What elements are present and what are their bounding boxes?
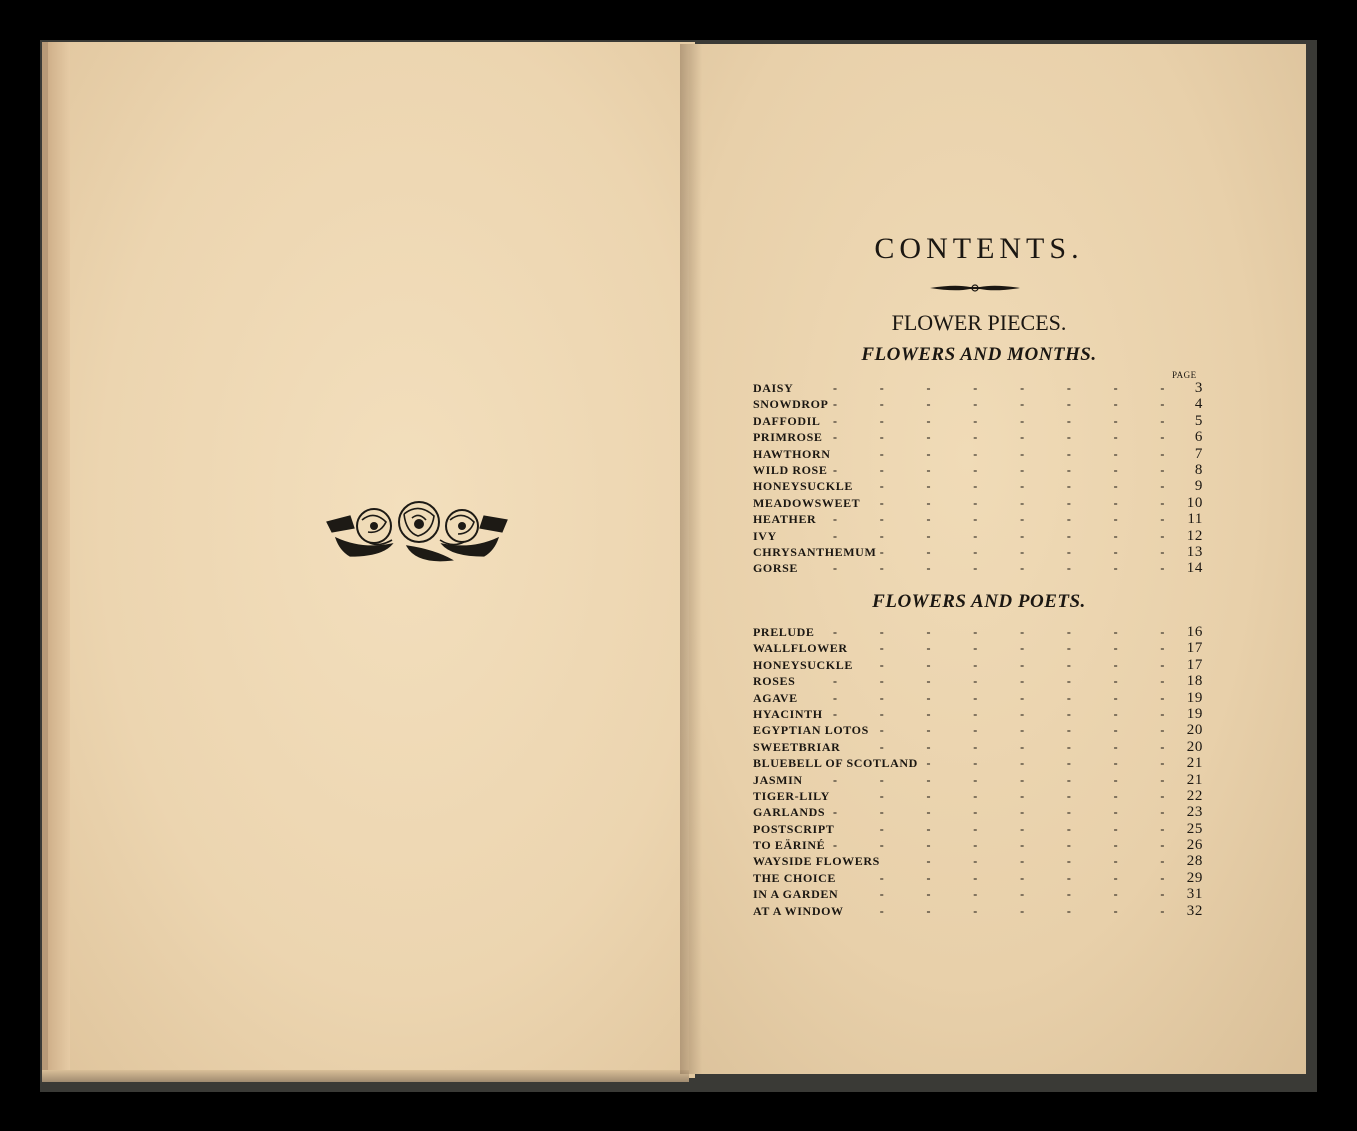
left-page-edge: [48, 42, 70, 1078]
dot-leader: - - - - - - - -: [833, 625, 1165, 639]
toc-entry-page: 31: [1186, 886, 1203, 903]
toc-entry-title: BLUEBELL OF SCOTLAND: [753, 756, 918, 771]
group-heading-poets: FLOWERS AND POETS.: [872, 591, 1086, 612]
dot-leader: - - - - - - - -: [833, 690, 1165, 705]
dot-leader: - - - - - - -: [879, 723, 1165, 738]
toc-entry-page: 16: [1186, 624, 1203, 640]
toc-entry: [753, 560, 1205, 576]
toc-entry-title: HYACINTH: [753, 706, 823, 721]
dot-leader: - - - - - -: [926, 756, 1165, 771]
toc-entry-title: TO EÄRINÉ: [753, 838, 826, 853]
toc-entry-page: 29: [1186, 869, 1203, 886]
contents-title: CONTENTS.: [874, 232, 1084, 265]
toc-entry-title: WAYSIDE FLOWERS: [753, 854, 880, 869]
toc-entry-title: EGYPTIAN LOTOS: [753, 723, 869, 738]
toc-entry-page: 28: [1186, 853, 1203, 870]
dot-leader: - - - - - - - -: [833, 381, 1165, 395]
toc-entry-page: 21: [1186, 771, 1203, 788]
toc-entry: [753, 772, 1205, 788]
dot-leader: - - - - - - - -: [833, 805, 1165, 820]
toc-entry-title: PRELUDE: [753, 625, 815, 639]
toc-entry: [753, 396, 1205, 412]
dot-leader: - - - - - - -: [879, 739, 1165, 754]
toc-entry-page: 10: [1186, 494, 1203, 511]
toc-entry-title: CHRYSANTHEMUM: [753, 544, 877, 559]
toc-entry: [753, 690, 1205, 706]
dot-leader: - - - - - - - -: [833, 397, 1165, 412]
dot-leader: - - - - - - - -: [833, 674, 1165, 689]
toc-entry-title: JASMIN: [753, 772, 803, 787]
toc-entry-page: 25: [1186, 820, 1203, 837]
toc-entry-page: 7: [1194, 445, 1203, 462]
book-gutter: [680, 44, 702, 1074]
toc-entry: [753, 853, 1205, 869]
toc-entry-page: 12: [1186, 527, 1203, 544]
toc-entry-title: IN A GARDEN: [753, 887, 839, 902]
dot-leader: - - - - - - -: [879, 788, 1165, 803]
toc-entry: [753, 544, 1205, 560]
toc-entry-page: 5: [1194, 412, 1203, 429]
dot-leader: - - - - - - -: [879, 641, 1165, 656]
dot-leader: - - - - - - - -: [833, 512, 1165, 527]
toc-entry-page: 13: [1186, 543, 1203, 560]
toc-entry: [753, 755, 1205, 771]
dot-leader: - - - - - - -: [879, 479, 1165, 494]
toc-entry-page: 20: [1186, 738, 1203, 755]
toc-entry-page: 17: [1186, 640, 1203, 657]
toc-entry: [753, 429, 1205, 445]
page-column-label: PAGE: [1172, 370, 1197, 380]
toc-entry: [753, 478, 1205, 494]
toc-entry-title: POSTSCRIPT: [753, 821, 835, 836]
dot-leader: - - - - - -: [926, 854, 1165, 869]
toc-entry: [753, 722, 1205, 738]
dot-leader: - - - - - - - -: [833, 528, 1165, 543]
toc-entry-title: SWEETBRIAR: [753, 739, 841, 754]
section-title: FLOWER PIECES.: [891, 310, 1067, 335]
toc-entry-page: 32: [1186, 902, 1203, 919]
toc-entry: [753, 886, 1205, 902]
dot-leader: - - - - - - -: [879, 870, 1165, 885]
toc-entry: [753, 446, 1205, 462]
dot-leader: - - - - - - -: [879, 903, 1165, 918]
toc-entry-page: 26: [1186, 837, 1203, 854]
toc-entry-page: 22: [1186, 787, 1203, 804]
toc-entry-title: WALLFLOWER: [753, 641, 848, 656]
dot-leader: - - - - - - - -: [833, 772, 1165, 787]
toc-entry-title: HONEYSUCKLE: [753, 479, 853, 494]
toc-entry-title: THE CHOICE: [753, 870, 837, 885]
toc-entry-page: 14: [1186, 560, 1203, 577]
dot-leader: - - - - - - - -: [833, 413, 1165, 428]
toc-entry: [753, 870, 1205, 886]
toc-entry-page: 6: [1194, 429, 1203, 446]
toc-entry-title: HONEYSUCKLE: [753, 657, 853, 672]
toc-list-months: [753, 380, 1205, 577]
toc-entry: [753, 837, 1205, 853]
toc-entry-title: MEADOWSWEET: [753, 495, 861, 510]
dot-leader: - - - - - - - -: [833, 462, 1165, 477]
toc-entry-title: GARLANDS: [753, 805, 826, 820]
toc-entry: [753, 821, 1205, 837]
toc-entry-title: WILD ROSE: [753, 462, 828, 477]
toc-entry: [753, 413, 1205, 429]
dot-leader: - - - - - - -: [879, 495, 1165, 510]
toc-entry-title: SNOWDROP: [753, 397, 829, 412]
toc-entry: [753, 528, 1205, 544]
toc-entry-page: 11: [1187, 511, 1203, 528]
dot-leader: - - - - - - -: [879, 887, 1165, 902]
dot-leader: - - - - - - -: [879, 544, 1165, 559]
toc-entry-title: AT A WINDOW: [753, 903, 844, 918]
toc-entry-title: ROSES: [753, 674, 796, 689]
dot-leader: - - - - - - -: [879, 821, 1165, 836]
toc-entry-page: 8: [1194, 461, 1203, 478]
toc-entry-page: 17: [1186, 656, 1203, 673]
left-page-bottom-edge: [42, 1070, 689, 1082]
toc-entry: [753, 462, 1205, 478]
toc-entry-title: TIGER-LILY: [753, 788, 830, 803]
toc-entry: [753, 624, 1205, 640]
toc-entry-page: 9: [1194, 478, 1203, 495]
dot-leader: - - - - - - - -: [833, 561, 1165, 576]
toc-entry: [753, 657, 1205, 673]
toc-entry-page: 18: [1186, 673, 1203, 690]
dot-leader: - - - - - - -: [879, 446, 1165, 461]
toc-entry-title: HEATHER: [753, 512, 817, 527]
dot-leader: - - - - - - -: [879, 657, 1165, 672]
toc-entry: [753, 788, 1205, 804]
toc-entry: [753, 706, 1205, 722]
toc-entry-title: IVY: [753, 528, 777, 543]
toc-entry: [753, 739, 1205, 755]
toc-entry: [753, 640, 1205, 656]
dot-leader: - - - - - - - -: [833, 838, 1165, 853]
toc-entry-title: AGAVE: [753, 690, 798, 705]
toc-entry-page: 23: [1186, 804, 1203, 821]
toc-entry-page: 19: [1186, 705, 1203, 722]
toc-entry-page: 4: [1194, 396, 1203, 413]
toc-entry: [753, 511, 1205, 527]
toc-entry: [753, 495, 1205, 511]
toc-entry-page: 3: [1194, 380, 1203, 396]
toc-entry: [753, 673, 1205, 689]
floral-vignette-icon: [322, 498, 512, 568]
toc-entry: [753, 804, 1205, 820]
toc-entry-page: 20: [1186, 722, 1203, 739]
toc-entry: [753, 903, 1205, 919]
dot-leader: - - - - - - - -: [833, 706, 1165, 721]
toc-entry-title: PRIMROSE: [753, 430, 823, 445]
toc-entry-title: DAFFODIL: [753, 413, 821, 428]
toc-entry-title: GORSE: [753, 561, 799, 576]
dot-leader: - - - - - - - -: [833, 430, 1165, 445]
group-heading-months: FLOWERS AND MONTHS.: [861, 344, 1097, 365]
toc-entry-page: 19: [1186, 689, 1203, 706]
toc-entry-title: DAISY: [753, 381, 794, 395]
toc-entry-page: 21: [1186, 755, 1203, 772]
ornamental-rule-icon: [930, 281, 1020, 295]
toc-entry-title: HAWTHORN: [753, 446, 831, 461]
toc-list-poets: [753, 624, 1205, 919]
toc-entry: [753, 380, 1205, 396]
